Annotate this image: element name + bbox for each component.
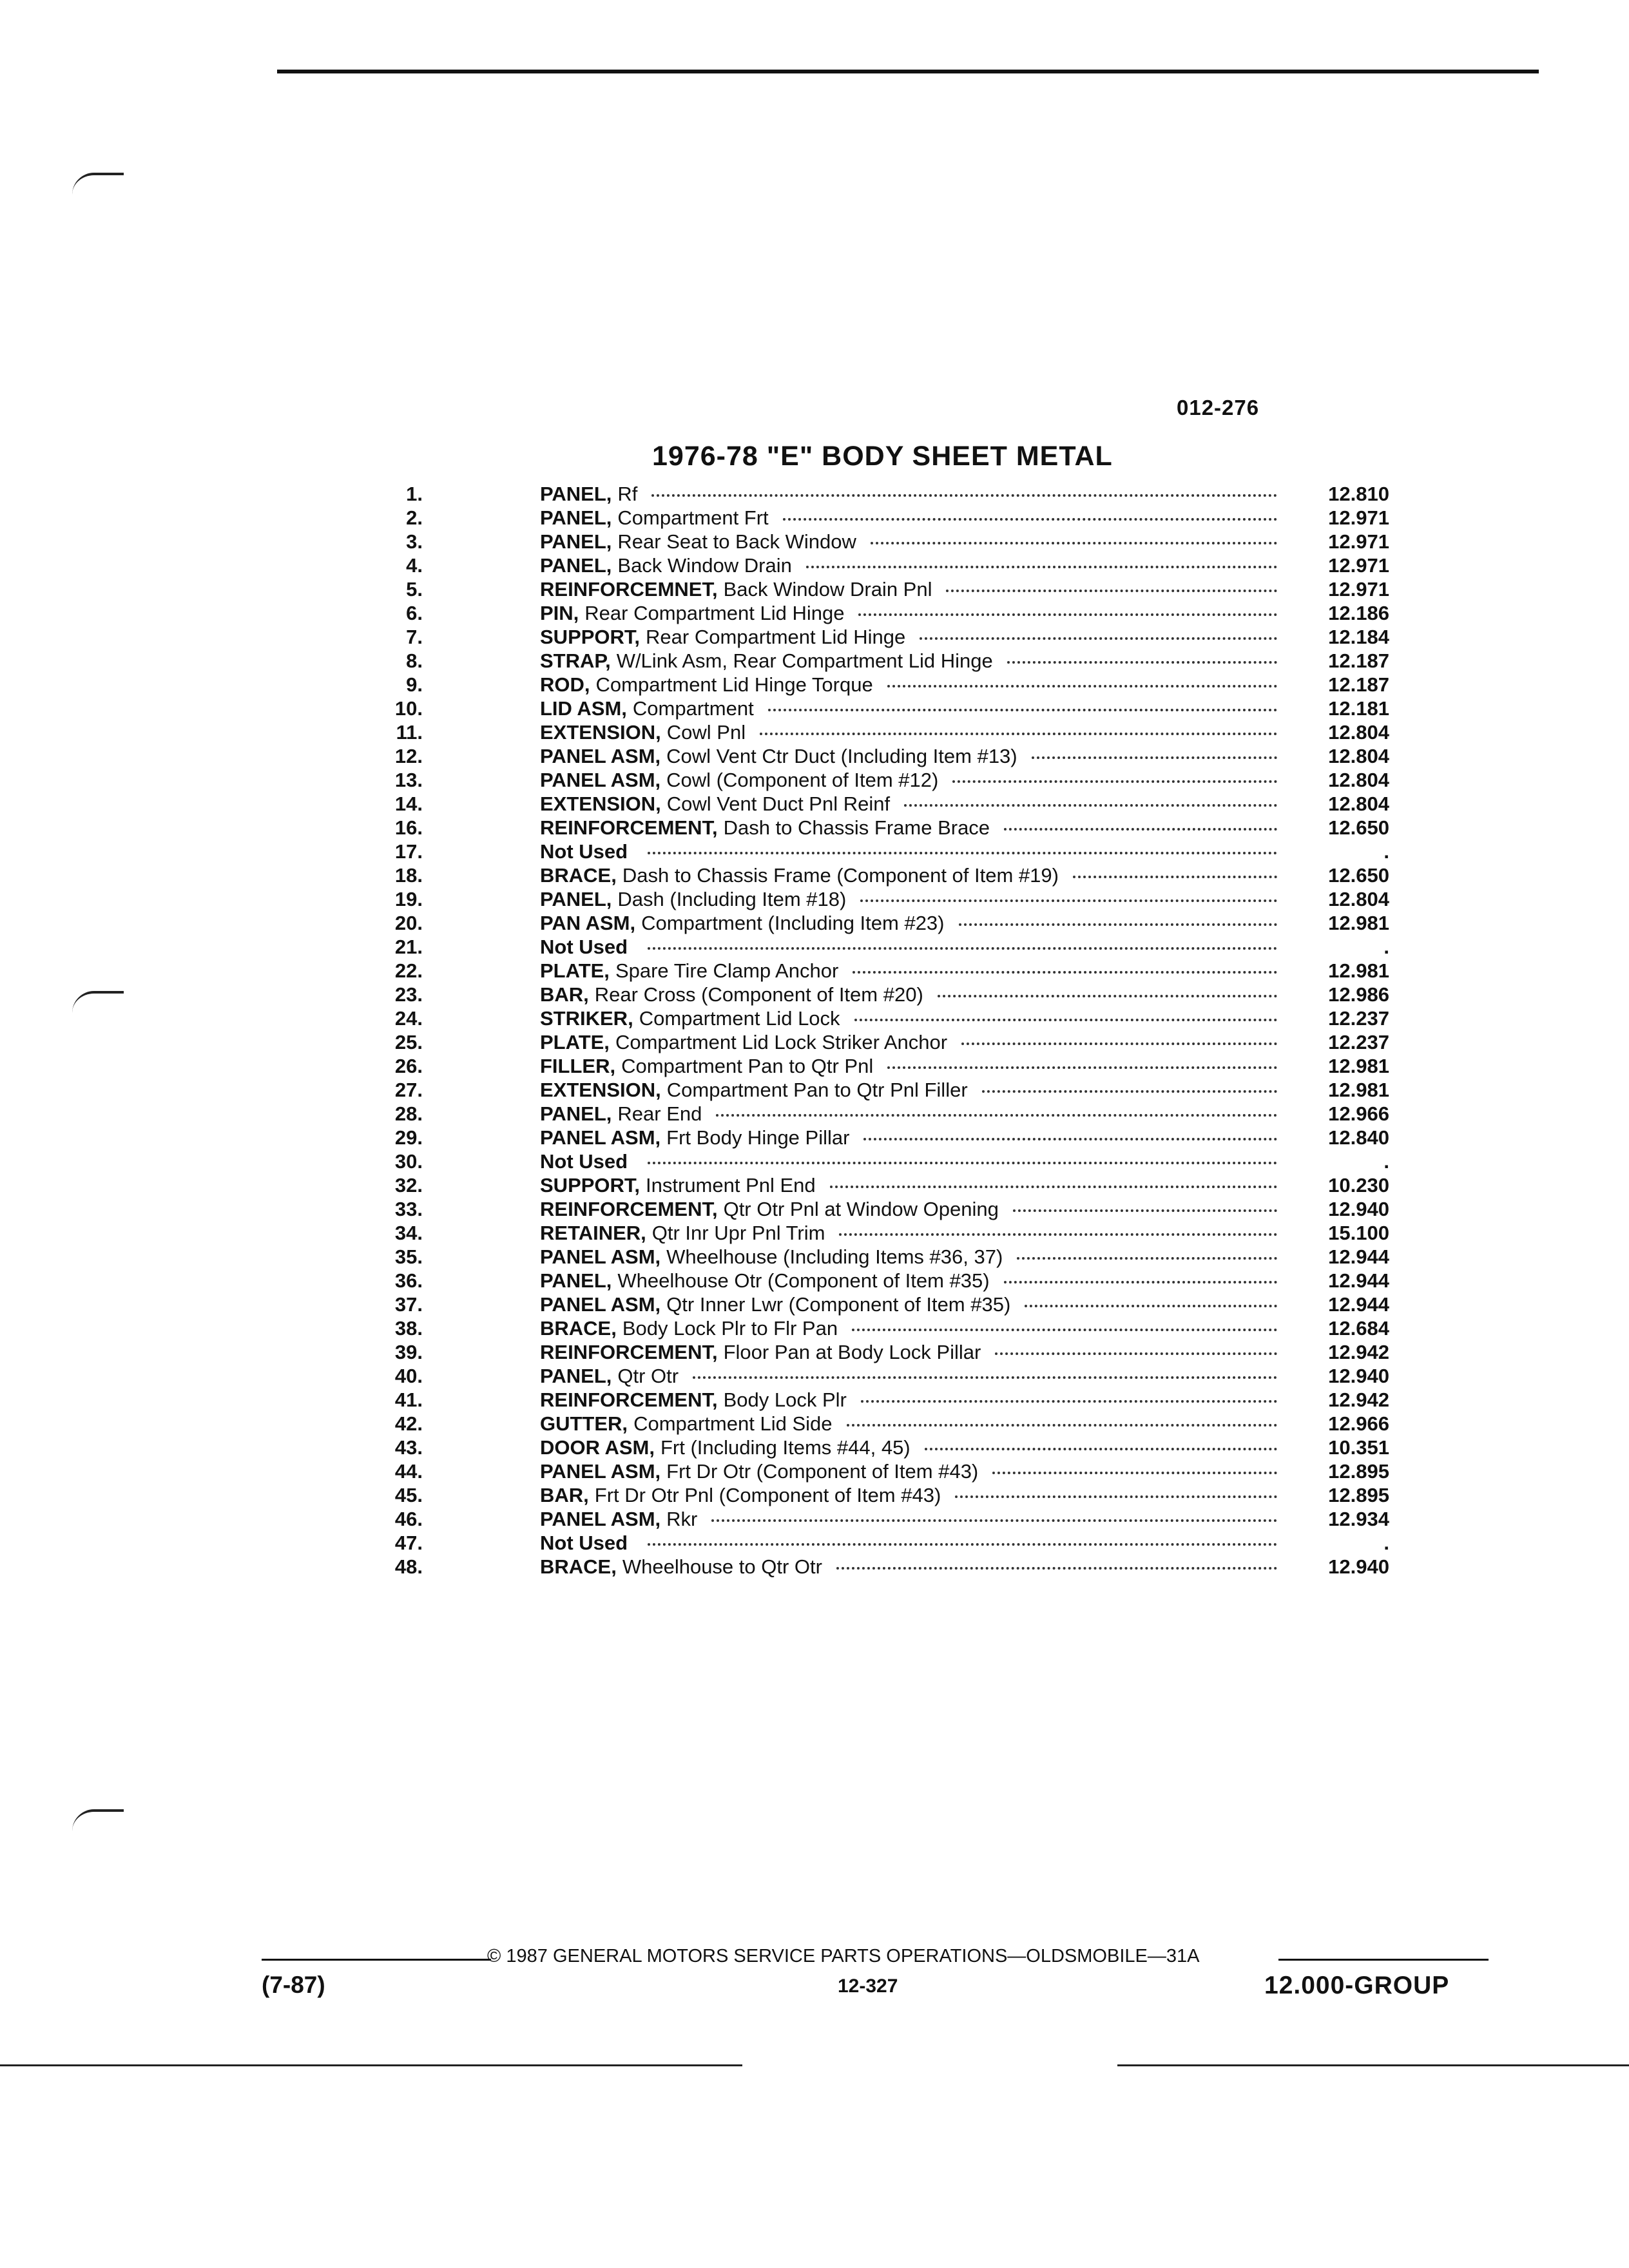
item-number: 21.	[394, 936, 423, 958]
list-item	[361, 1126, 1389, 1149]
punch-hole-mark	[72, 173, 124, 195]
part-name: BRACE,	[540, 1317, 617, 1340]
part-description: Cowl Vent Ctr Duct (Including Item #13)	[666, 745, 1017, 767]
part-name: PANEL,	[540, 1102, 612, 1125]
list-item	[361, 1245, 1389, 1269]
list-item	[361, 911, 1389, 935]
group-reference: 12.187	[1328, 673, 1389, 696]
dot-leader	[693, 1376, 1277, 1379]
group-reference: 12.237	[1328, 1007, 1389, 1030]
list-item	[361, 1078, 1389, 1102]
item-number: 10.	[394, 697, 423, 720]
part-description: Compartment Lid Lock	[639, 1007, 840, 1030]
item-number: 14.	[394, 793, 423, 815]
part-description: Compartment	[632, 697, 754, 720]
item-number: 36.	[394, 1269, 423, 1292]
item-number: 20.	[394, 912, 423, 934]
part-name: PANEL ASM,	[540, 1245, 661, 1268]
part-name: PANEL,	[540, 506, 612, 529]
group-reference: 12.981	[1328, 959, 1389, 982]
part-description: Rear Compartment Lid Hinge	[646, 626, 906, 648]
part-description: Frt (Including Items #44, 45)	[660, 1436, 911, 1459]
dot-leader	[836, 1567, 1277, 1570]
part-name: PANEL ASM,	[540, 769, 661, 791]
dot-leader	[858, 613, 1277, 616]
dot-leader	[992, 1472, 1277, 1474]
item-number: 43.	[394, 1436, 423, 1459]
part-description: Back Window Drain	[617, 554, 792, 577]
part-name: REINFORCEMENT,	[540, 1341, 718, 1363]
punch-hole-mark	[72, 991, 124, 1013]
part-name: LID ASM,	[540, 697, 627, 720]
part-name: PANEL ASM,	[540, 1460, 661, 1483]
list-item	[361, 1555, 1389, 1579]
item-number: 35.	[394, 1245, 423, 1268]
page-title: 1976-78 "E" BODY SHEET METAL	[652, 441, 1113, 472]
part-description: Body Lock Plr	[723, 1389, 847, 1411]
dot-leader	[959, 923, 1278, 926]
list-item	[361, 553, 1389, 577]
part-name: Not Used	[540, 840, 628, 863]
dot-leader	[1017, 1257, 1277, 1260]
group-reference: 12.650	[1328, 864, 1389, 887]
list-item	[361, 577, 1389, 601]
group-reference: 12.804	[1328, 745, 1389, 767]
part-name: PANEL,	[540, 1365, 612, 1387]
dot-leader	[995, 1352, 1277, 1355]
part-name: EXTENSION,	[540, 721, 661, 744]
footer-rule-left	[262, 1959, 491, 1961]
item-number: 26.	[394, 1055, 423, 1077]
part-description: Qtr Otr Pnl at Window Opening	[723, 1198, 999, 1220]
list-item	[361, 768, 1389, 792]
list-item	[361, 1340, 1389, 1364]
group-reference: 12.971	[1328, 578, 1389, 601]
group-reference: 12.184	[1328, 626, 1389, 648]
dot-leader	[648, 852, 1277, 854]
group-reference: 12.804	[1328, 793, 1389, 815]
part-description: Compartment (Including Item #23)	[641, 912, 945, 934]
item-number: 16.	[394, 816, 423, 839]
dot-leader	[830, 1186, 1277, 1188]
list-item	[361, 720, 1389, 744]
dot-leader	[1073, 876, 1277, 878]
dot-leader	[1025, 1305, 1277, 1307]
list-item	[361, 1412, 1389, 1436]
list-item	[361, 1388, 1389, 1412]
group-reference: 12.187	[1328, 649, 1389, 672]
item-number: 32.	[394, 1174, 423, 1196]
part-name: DOOR ASM,	[540, 1436, 655, 1459]
bottom-rule-left	[0, 2064, 742, 2066]
date-code: (7-87)	[262, 1972, 325, 1998]
part-name: REINFORCEMENT,	[540, 1198, 718, 1220]
part-description: Dash to Chassis Frame (Component of Item #19)	[622, 864, 1059, 887]
item-number: 12.	[394, 745, 423, 767]
group-reference: .	[1383, 1150, 1389, 1173]
list-item	[361, 887, 1389, 911]
list-item	[361, 863, 1389, 887]
part-name: PLATE,	[540, 959, 610, 982]
group-reference: .	[1383, 936, 1389, 958]
dot-leader	[1032, 756, 1277, 759]
part-name: BAR,	[540, 1484, 589, 1506]
item-number: 23.	[394, 983, 423, 1006]
part-description: Qtr Inner Lwr (Component of Item #35)	[666, 1293, 1011, 1316]
group-reference: 10.230	[1328, 1174, 1389, 1196]
list-item	[361, 1531, 1389, 1555]
group-reference: 12.895	[1328, 1460, 1389, 1483]
list-item	[361, 530, 1389, 553]
part-description: Rear Cross (Component of Item #20)	[594, 983, 923, 1006]
group-code: 12.000-GROUP	[1264, 1972, 1450, 1999]
list-item	[361, 1483, 1389, 1507]
part-description: Compartment Frt	[617, 506, 769, 529]
group-reference: 12.186	[1328, 602, 1389, 624]
item-number: 28.	[394, 1102, 423, 1125]
item-number: 27.	[394, 1079, 423, 1101]
item-number: 17.	[394, 840, 423, 863]
dot-leader	[768, 709, 1277, 711]
dot-leader	[1013, 1209, 1277, 1212]
group-reference: 12.944	[1328, 1293, 1389, 1316]
list-item	[361, 1030, 1389, 1054]
part-name: PANEL,	[540, 554, 612, 577]
group-reference: 12.942	[1328, 1389, 1389, 1411]
part-name: PANEL,	[540, 483, 612, 505]
item-number: 11.	[396, 721, 423, 744]
dot-leader	[863, 1138, 1277, 1140]
group-reference: .	[1383, 1532, 1389, 1554]
part-description: Dash to Chassis Frame Brace	[723, 816, 990, 839]
dot-leader	[887, 685, 1277, 687]
part-description: Back Window Drain Pnl	[723, 578, 932, 601]
item-number: 46.	[394, 1508, 423, 1530]
item-number: 22.	[394, 959, 423, 982]
list-item	[361, 625, 1389, 649]
part-description: Floor Pan at Body Lock Pillar	[723, 1341, 981, 1363]
item-number: 3.	[406, 530, 423, 553]
part-name: PANEL,	[540, 530, 612, 553]
part-description: Cowl Vent Duct Pnl Reinf	[666, 793, 891, 815]
punch-hole-mark	[72, 1809, 124, 1831]
part-name: FILLER,	[540, 1055, 616, 1077]
list-item	[361, 1436, 1389, 1459]
group-reference: .	[1383, 840, 1389, 863]
item-number: 4.	[406, 554, 423, 577]
dot-leader	[648, 947, 1277, 950]
group-reference: 15.100	[1328, 1222, 1389, 1244]
dot-leader	[651, 494, 1277, 497]
list-item	[361, 959, 1389, 983]
group-reference: 12.971	[1328, 554, 1389, 577]
part-name: PLATE,	[540, 1031, 610, 1053]
item-number: 25.	[394, 1031, 423, 1053]
part-description: Rf	[617, 483, 638, 505]
list-item	[361, 1221, 1389, 1245]
item-number: 2.	[406, 506, 423, 529]
part-name: PANEL,	[540, 1269, 612, 1292]
group-reference: 12.981	[1328, 1079, 1389, 1101]
item-number: 44.	[394, 1460, 423, 1483]
list-item	[361, 983, 1389, 1006]
part-description: Qtr Otr	[617, 1365, 679, 1387]
part-name: STRAP,	[540, 649, 611, 672]
part-description: Rkr	[666, 1508, 698, 1530]
list-item	[361, 744, 1389, 768]
part-name: PAN ASM,	[540, 912, 636, 934]
part-description: Compartment Pan to Qtr Pnl Filler	[666, 1079, 968, 1101]
list-item	[361, 792, 1389, 816]
part-description: Compartment Lid Lock Striker Anchor	[615, 1031, 948, 1053]
item-number: 33.	[394, 1198, 423, 1220]
item-number: 18.	[394, 864, 423, 887]
group-reference: 12.942	[1328, 1341, 1389, 1363]
dot-leader	[952, 780, 1277, 783]
part-name: EXTENSION,	[540, 1079, 661, 1101]
item-number: 29.	[394, 1126, 423, 1149]
dot-leader	[871, 542, 1277, 544]
list-item	[361, 1173, 1389, 1197]
group-reference: 12.971	[1328, 530, 1389, 553]
part-name: BAR,	[540, 983, 589, 1006]
part-name: PANEL ASM,	[540, 1293, 661, 1316]
item-number: 38.	[394, 1317, 423, 1340]
item-number: 1.	[406, 483, 423, 505]
dot-leader	[904, 804, 1277, 807]
dot-leader	[925, 1448, 1277, 1450]
bottom-rule-right	[1117, 2064, 1629, 2066]
group-reference: 12.804	[1328, 721, 1389, 744]
dot-leader	[648, 1543, 1277, 1546]
part-description: Dash (Including Item #18)	[617, 888, 847, 910]
list-item	[361, 1102, 1389, 1126]
list-item	[361, 935, 1389, 959]
dot-leader	[847, 1424, 1278, 1427]
dot-leader	[716, 1114, 1277, 1117]
group-reference: 12.810	[1328, 483, 1389, 505]
group-reference: 12.181	[1328, 697, 1389, 720]
item-number: 13.	[394, 769, 423, 791]
group-reference: 12.840	[1328, 1126, 1389, 1149]
group-reference: 12.237	[1328, 1031, 1389, 1053]
part-name: BRACE,	[540, 1555, 617, 1578]
illustration-ref-code: 012-276	[1177, 396, 1260, 419]
part-description: Wheelhouse to Qtr Otr	[622, 1555, 822, 1578]
dot-leader	[854, 1019, 1277, 1021]
list-item	[361, 1197, 1389, 1221]
dot-leader	[861, 1400, 1277, 1403]
group-reference: 12.940	[1328, 1555, 1389, 1578]
part-description: Body Lock Plr to Flr Pan	[622, 1317, 838, 1340]
part-description: Rear Seat to Back Window	[617, 530, 856, 553]
group-reference: 12.934	[1328, 1508, 1389, 1530]
item-number: 6.	[406, 602, 423, 624]
list-item	[361, 1459, 1389, 1483]
item-number: 40.	[394, 1365, 423, 1387]
part-description: Compartment Lid Hinge Torque	[595, 673, 873, 696]
dot-leader	[946, 590, 1277, 592]
part-name: PIN,	[540, 602, 579, 624]
part-name: RETAINER,	[540, 1222, 646, 1244]
dot-leader	[860, 899, 1277, 902]
part-name: REINFORCEMNET,	[540, 578, 718, 601]
group-reference: 12.684	[1328, 1317, 1389, 1340]
dot-leader	[1004, 1281, 1277, 1283]
group-reference: 12.966	[1328, 1412, 1389, 1435]
list-item	[361, 1006, 1389, 1030]
part-description: Instrument Pnl End	[646, 1174, 816, 1196]
footer-rule-right	[1278, 1959, 1489, 1961]
part-description: Compartment Lid Side	[633, 1412, 833, 1435]
part-name: Not Used	[540, 1532, 628, 1554]
item-number: 8.	[406, 649, 423, 672]
dot-leader	[938, 995, 1277, 997]
item-number: 7.	[406, 626, 423, 648]
copyright-notice: © 1987 GENERAL MOTORS SERVICE PARTS OPERATIONS—OLDSMOBILE—31A	[487, 1946, 1200, 1966]
item-number: 24.	[394, 1007, 423, 1030]
part-description: Frt Dr Otr (Component of Item #43)	[666, 1460, 979, 1483]
part-name: SUPPORT,	[540, 626, 641, 648]
list-item	[361, 673, 1389, 697]
part-name: REINFORCEMENT,	[540, 1389, 718, 1411]
item-number: 47.	[394, 1532, 423, 1554]
dot-leader	[1007, 661, 1277, 664]
group-reference: 12.981	[1328, 1055, 1389, 1077]
group-reference: 12.895	[1328, 1484, 1389, 1506]
dot-leader	[982, 1090, 1277, 1093]
part-name: GUTTER,	[540, 1412, 628, 1435]
part-name: BRACE,	[540, 864, 617, 887]
part-description: Rear End	[617, 1102, 702, 1125]
item-number: 37.	[394, 1293, 423, 1316]
item-number: 9.	[406, 673, 423, 696]
dot-leader	[1004, 828, 1277, 831]
part-description: Qtr Inr Upr Pnl Trim	[651, 1222, 825, 1244]
part-name: EXTENSION,	[540, 793, 661, 815]
part-name: STRIKER,	[540, 1007, 633, 1030]
list-item	[361, 1293, 1389, 1316]
part-description: Cowl Pnl	[666, 721, 746, 744]
part-name: SUPPORT,	[540, 1174, 641, 1196]
part-name: Not Used	[540, 1150, 628, 1173]
list-item	[361, 1054, 1389, 1078]
dot-leader	[955, 1495, 1277, 1498]
dot-leader	[760, 733, 1277, 735]
item-number: 41.	[394, 1389, 423, 1411]
list-item	[361, 1269, 1389, 1293]
part-name: PANEL ASM,	[540, 1126, 661, 1149]
dot-leader	[887, 1066, 1277, 1069]
part-description: Spare Tire Clamp Anchor	[615, 959, 839, 982]
list-item	[361, 1507, 1389, 1531]
dot-leader	[920, 637, 1277, 640]
item-number: 34.	[394, 1222, 423, 1244]
list-item	[361, 697, 1389, 720]
dot-leader	[806, 566, 1277, 568]
group-reference: 10.351	[1328, 1436, 1389, 1459]
list-item	[361, 1364, 1389, 1388]
item-number: 19.	[394, 888, 423, 910]
part-name: ROD,	[540, 673, 590, 696]
dot-leader	[783, 518, 1277, 521]
group-reference: 12.944	[1328, 1269, 1389, 1292]
dot-leader	[852, 1329, 1277, 1331]
list-item	[361, 816, 1389, 840]
item-number: 45.	[394, 1484, 423, 1506]
group-reference: 12.986	[1328, 983, 1389, 1006]
dot-leader	[961, 1043, 1277, 1045]
group-reference: 12.804	[1328, 888, 1389, 910]
group-reference: 12.650	[1328, 816, 1389, 839]
list-item	[361, 506, 1389, 530]
list-item	[361, 649, 1389, 673]
dot-leader	[839, 1233, 1277, 1236]
dot-leader	[711, 1519, 1277, 1522]
list-item	[361, 1316, 1389, 1340]
part-name: Not Used	[540, 936, 628, 958]
part-name: PANEL ASM,	[540, 745, 661, 767]
part-name: REINFORCEMENT,	[540, 816, 718, 839]
item-number: 30.	[394, 1150, 423, 1173]
part-description: Rear Compartment Lid Hinge	[584, 602, 845, 624]
item-number: 5.	[406, 578, 423, 601]
part-description: Wheelhouse Otr (Component of Item #35)	[617, 1269, 990, 1292]
group-reference: 12.981	[1328, 912, 1389, 934]
item-number: 48.	[394, 1555, 423, 1578]
list-item	[361, 601, 1389, 625]
top-rule	[277, 70, 1539, 73]
part-name: PANEL ASM,	[540, 1508, 661, 1530]
part-description: Wheelhouse (Including Items #36, 37)	[666, 1245, 1003, 1268]
part-description: W/Link Asm, Rear Compartment Lid Hinge	[616, 649, 993, 672]
part-description: Frt Dr Otr Pnl (Component of Item #43)	[594, 1484, 941, 1506]
group-reference: 12.804	[1328, 769, 1389, 791]
page-number: 12-327	[838, 1975, 898, 1997]
part-description: Frt Body Hinge Pillar	[666, 1126, 850, 1149]
list-item	[361, 1149, 1389, 1173]
part-description: Compartment Pan to Qtr Pnl	[621, 1055, 874, 1077]
group-reference: 12.940	[1328, 1198, 1389, 1220]
group-reference: 12.966	[1328, 1102, 1389, 1125]
part-name: PANEL,	[540, 888, 612, 910]
group-reference: 12.971	[1328, 506, 1389, 529]
group-reference: 12.940	[1328, 1365, 1389, 1387]
parts-list	[361, 482, 1389, 1579]
item-number: 42.	[394, 1412, 423, 1435]
dot-leader	[648, 1162, 1277, 1164]
list-item	[361, 482, 1389, 506]
group-reference: 12.944	[1328, 1245, 1389, 1268]
part-description: Cowl (Component of Item #12)	[666, 769, 939, 791]
list-item	[361, 840, 1389, 863]
item-number: 39.	[394, 1341, 423, 1363]
dot-leader	[853, 971, 1277, 974]
